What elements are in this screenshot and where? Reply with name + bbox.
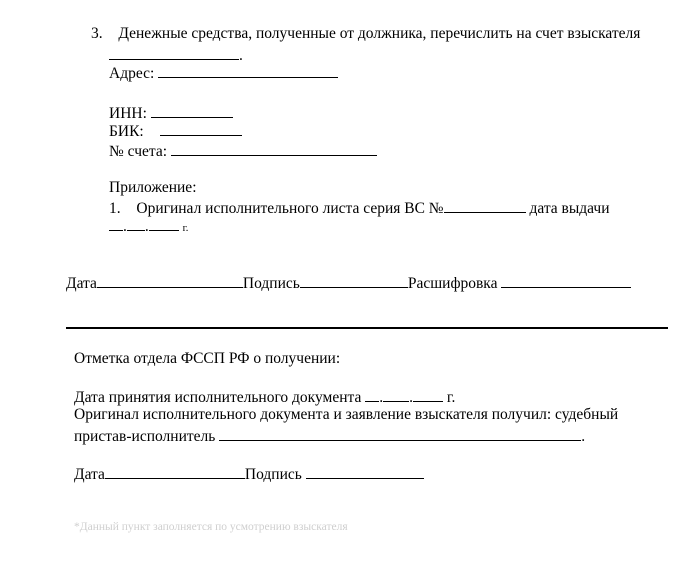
account-field[interactable] <box>171 141 377 156</box>
fssp-signature-label: Подпись <box>244 466 302 483</box>
bik-field[interactable] <box>160 121 242 136</box>
account-label: № счета: <box>109 143 168 160</box>
fssp-date-field[interactable] <box>105 464 245 479</box>
fssp-date-label: Дата <box>74 466 105 483</box>
section-3-number: 3. <box>91 25 103 42</box>
attachment-item-number: 1. <box>109 200 121 217</box>
transcript-label: Расшифровка <box>407 275 498 292</box>
transcript-field[interactable] <box>501 273 631 288</box>
date-field[interactable] <box>97 273 243 288</box>
section-3-line <box>91 25 640 43</box>
fssp-heading: Отметка отдела ФССП РФ о получении: <box>74 350 341 367</box>
bailiff-field[interactable] <box>219 426 581 441</box>
bik-label: БИК: <box>109 123 144 140</box>
inn-line <box>109 103 233 123</box>
signature-row <box>66 273 631 293</box>
section-3-text: Денежные средства, полученные от должника, перечислить на счет взыскателя <box>118 25 641 42</box>
received-line: Оригинал исполнительного документа и заявление взыскателя получил: судебный <box>74 406 619 423</box>
issue-date-label: дата выдачи <box>529 200 610 217</box>
series-number-field[interactable] <box>444 198 526 213</box>
fssp-signature-row <box>74 464 424 484</box>
signature-label: Подпись <box>242 275 300 292</box>
accept-year-suffix: г. <box>446 389 456 406</box>
bik-line <box>109 121 242 141</box>
bailiff-line: пристав-исполнитель . <box>74 428 586 445</box>
issue-day-field[interactable] <box>109 216 123 231</box>
accept-date-line: Дата принятия исполнительного документа . . г. <box>74 389 456 406</box>
address-field[interactable] <box>158 63 338 78</box>
issue-date-line: . . г. <box>109 216 188 238</box>
address-label: Адрес: <box>109 65 155 82</box>
issue-year-field[interactable] <box>149 216 179 231</box>
attachment-item <box>109 198 610 218</box>
attachment-item-text: Оригинал исполнительного листа серия ВС № <box>136 200 444 217</box>
inn-field[interactable] <box>151 103 233 118</box>
accept-month-field[interactable] <box>383 387 409 402</box>
section-divider <box>66 327 668 329</box>
inn-label: ИНН: <box>109 105 147 122</box>
accept-day-field[interactable] <box>365 387 379 402</box>
bailiff-label: пристав-исполнитель <box>74 428 216 445</box>
signature-field[interactable] <box>300 273 408 288</box>
accept-date-label: Дата принятия исполнительного документа <box>74 389 362 406</box>
fssp-signature-field[interactable] <box>306 464 424 479</box>
footnote: *Данный пункт заполняется по усмотрению взыскателя <box>74 521 348 533</box>
issue-year-suffix: г. <box>182 223 189 234</box>
date-label: Дата <box>66 275 97 292</box>
attachment-heading: Приложение: <box>109 179 197 196</box>
address-line <box>109 63 338 83</box>
account-line <box>109 141 377 161</box>
creditor-name-line: . <box>109 45 243 65</box>
accept-year-field[interactable] <box>413 387 443 402</box>
issue-month-field[interactable] <box>127 216 145 231</box>
creditor-name-field[interactable] <box>109 45 239 60</box>
